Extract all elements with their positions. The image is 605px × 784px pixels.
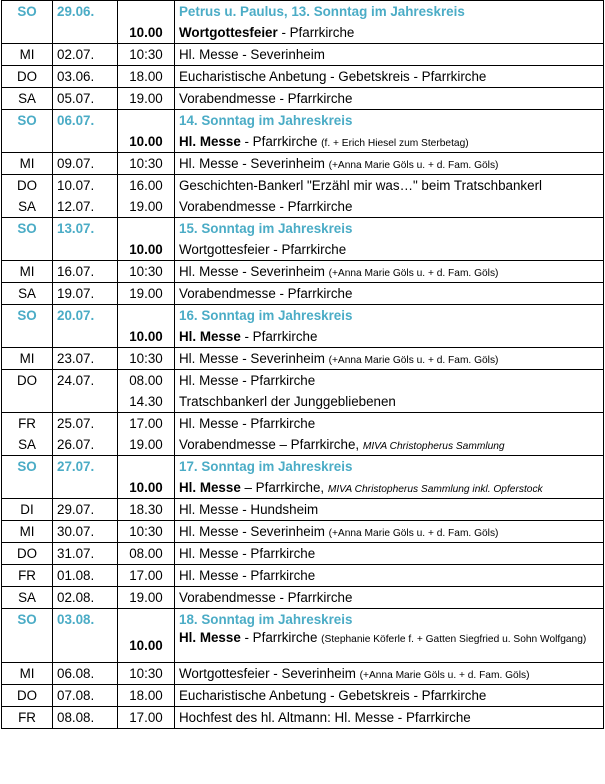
description-cell <box>175 521 604 543</box>
event-text: Hl. Messe - Pfarrkirche <box>179 373 316 388</box>
event-text: Vorabendmesse - Pfarrkirche <box>179 199 353 214</box>
schedule-row <box>2 565 604 587</box>
event-text: (+Anna Marie Göls u. + d. Fam. Göls) <box>359 670 530 681</box>
date-cell <box>53 88 118 110</box>
date-label: 02.08. <box>57 590 95 605</box>
event-description <box>179 685 599 706</box>
date-label: 10.07. <box>57 178 95 193</box>
description-cell <box>175 543 604 565</box>
day-cell <box>2 587 53 609</box>
time-cell <box>118 370 175 413</box>
time-cell <box>118 110 175 153</box>
date-label: 01.08. <box>57 568 95 583</box>
time-label: 10:30 <box>129 666 163 681</box>
event-text: 14. Sonntag im Jahreskreis <box>179 113 353 128</box>
event-description <box>179 413 599 434</box>
description-cell <box>175 153 604 175</box>
time-label: 18.00 <box>129 69 163 84</box>
time-label: 10.00 <box>129 25 163 40</box>
weekday-label: SA <box>18 437 36 452</box>
event-text: (+Anna Marie Göls u. + d. Fam. Göls) <box>328 268 499 279</box>
event-text: Hl. Messe - Severinheim <box>179 47 325 62</box>
date-label: 24.07. <box>57 373 95 388</box>
time-cell <box>118 44 175 66</box>
date-cell <box>53 456 118 499</box>
description-cell <box>175 66 604 88</box>
day-cell <box>2 413 53 456</box>
date-cell <box>53 543 118 565</box>
time-label: 10:30 <box>129 351 163 366</box>
schedule-row <box>2 88 604 110</box>
date-label: 05.07. <box>57 91 95 106</box>
schedule-row <box>2 175 604 218</box>
event-text: Wortgottesfeier - Pfarrkirche <box>179 242 347 257</box>
date-cell <box>53 218 118 261</box>
date-label: 03.06. <box>57 69 95 84</box>
event-text: Hl. Messe - Severinheim <box>179 524 329 539</box>
event-description <box>179 261 599 282</box>
time-cell <box>118 153 175 175</box>
date-cell <box>53 499 118 521</box>
time-label <box>122 456 170 477</box>
date-cell <box>53 175 118 218</box>
event-description <box>179 131 599 152</box>
event-text: (+Anna Marie Göls u. + d. Fam. Göls) <box>328 528 499 539</box>
event-description <box>179 543 599 564</box>
event-text: Eucharistische Anbetung - Gebetskreis - Pfarrkirche <box>179 69 487 84</box>
date-label: 09.07. <box>57 156 95 171</box>
time-cell <box>118 707 175 729</box>
description-cell <box>175 88 604 110</box>
event-text: Hl. Messe - Severinheim <box>179 351 329 366</box>
event-description <box>179 391 599 412</box>
date-label: 27.07. <box>57 459 95 474</box>
event-description <box>179 1 599 22</box>
weekday-label: SO <box>17 459 37 474</box>
event-text: Vorabendmesse - Pfarrkirche <box>179 590 353 605</box>
weekday-label: DO <box>16 688 38 703</box>
description-cell <box>175 587 604 609</box>
event-description <box>179 663 599 684</box>
schedule-row <box>2 707 604 729</box>
weekday-label: SA <box>18 590 36 605</box>
description-cell <box>175 456 604 499</box>
time-label: 10.00 <box>129 134 163 149</box>
time-label <box>122 609 170 630</box>
time-cell <box>118 305 175 348</box>
event-description <box>179 348 599 369</box>
date-label: 06.08. <box>57 666 95 681</box>
event-description <box>179 88 599 109</box>
schedule-row <box>2 370 604 413</box>
day-cell <box>2 609 53 663</box>
event-text: - Pfarrkirche <box>240 630 322 645</box>
day-cell <box>2 305 53 348</box>
event-text: Hl. Messe - Pfarrkirche <box>179 546 316 561</box>
description-cell <box>175 499 604 521</box>
date-label: 12.07. <box>57 199 95 214</box>
event-text: Wortgottesfeier - Severinheim <box>179 666 360 681</box>
day-cell <box>2 66 53 88</box>
description-cell <box>175 44 604 66</box>
schedule-body <box>2 1 604 729</box>
weekday-label: MI <box>19 264 35 279</box>
time-cell <box>118 663 175 685</box>
event-text: Wortgottesfeier <box>179 25 278 40</box>
time-label <box>122 110 170 131</box>
description-cell <box>175 663 604 685</box>
day-cell <box>2 456 53 499</box>
time-label: 10:30 <box>129 47 163 62</box>
event-description <box>179 153 599 174</box>
event-description <box>179 434 599 455</box>
day-cell <box>2 565 53 587</box>
event-text: Vorabendmesse - Pfarrkirche <box>179 286 353 301</box>
event-description <box>179 499 599 520</box>
event-text: Vorabendmesse – Pfarrkirche, <box>179 437 363 452</box>
time-label: 18.30 <box>129 502 163 517</box>
time-label: 10.00 <box>129 242 163 257</box>
time-label: 16.00 <box>129 178 163 193</box>
event-description <box>179 44 599 65</box>
date-cell <box>53 587 118 609</box>
description-cell <box>175 261 604 283</box>
weekday-label: SO <box>17 221 37 236</box>
event-text: Hl. Messe <box>179 480 241 495</box>
day-cell <box>2 370 53 413</box>
date-label: 13.07. <box>57 221 95 236</box>
time-cell <box>118 218 175 261</box>
event-text: Hl. Messe <box>179 134 241 149</box>
schedule-row-sunday <box>2 456 604 499</box>
time-label: 19.00 <box>129 286 163 301</box>
event-text: MIVA Christopherus Sammlung inkl. Opferstock <box>327 484 543 495</box>
event-description <box>179 707 599 728</box>
weekday-label: MI <box>19 524 35 539</box>
schedule-row <box>2 348 604 370</box>
weekday-label: SA <box>18 286 36 301</box>
schedule-row-sunday <box>2 110 604 153</box>
date-label: 07.08. <box>57 688 95 703</box>
time-cell <box>118 587 175 609</box>
time-label: 17.00 <box>129 710 163 725</box>
time-label: 19.00 <box>129 590 163 605</box>
date-label: 30.07. <box>57 524 95 539</box>
schedule-row-sunday <box>2 305 604 348</box>
date-cell <box>53 521 118 543</box>
day-cell <box>2 1 53 44</box>
date-cell <box>53 110 118 153</box>
event-description <box>179 305 599 326</box>
date-cell <box>53 663 118 685</box>
event-description <box>179 196 599 217</box>
event-text: Hl. Messe - Pfarrkirche <box>179 416 316 431</box>
date-label: 29.06. <box>57 4 95 19</box>
event-text: Hl. Messe - Hundsheim <box>179 502 319 517</box>
date-cell <box>53 348 118 370</box>
date-label: 06.07. <box>57 113 95 128</box>
weekday-label: MI <box>19 351 35 366</box>
event-text: - Pfarrkirche <box>240 329 318 344</box>
time-cell <box>118 283 175 305</box>
schedule-row-sunday <box>2 1 604 44</box>
time-label: 19.00 <box>129 199 163 214</box>
time-cell <box>118 565 175 587</box>
description-cell <box>175 413 604 456</box>
schedule-row <box>2 261 604 283</box>
event-text: Hl. Messe <box>179 329 241 344</box>
schedule-row <box>2 521 604 543</box>
day-cell <box>2 110 53 153</box>
day-cell <box>2 44 53 66</box>
date-cell <box>53 305 118 348</box>
date-label: 03.08. <box>57 612 95 627</box>
weekday-label: MI <box>19 156 35 171</box>
time-cell <box>118 348 175 370</box>
time-label: 19.00 <box>129 91 163 106</box>
time-cell <box>118 543 175 565</box>
date-label: 20.07. <box>57 308 95 323</box>
weekday-label: DO <box>16 546 38 561</box>
date-cell <box>53 413 118 456</box>
weekday-label: MI <box>19 666 35 681</box>
event-text: Tratschbankerl der Junggebliebenen <box>179 394 396 409</box>
event-description <box>179 175 599 196</box>
time-label: 10.00 <box>129 329 163 344</box>
schedule-row <box>2 663 604 685</box>
event-description <box>179 477 599 498</box>
time-cell <box>118 499 175 521</box>
event-text: (f. + Erich Hiesel zum Sterbetag) <box>321 138 469 149</box>
date-cell <box>53 153 118 175</box>
weekday-label: DI <box>20 502 34 517</box>
weekday-label: FR <box>18 710 36 725</box>
schedule-row <box>2 543 604 565</box>
schedule-row-sunday <box>2 218 604 261</box>
time-cell <box>118 88 175 110</box>
weekday-label: SO <box>17 4 37 19</box>
time-cell <box>118 1 175 44</box>
date-cell <box>53 707 118 729</box>
time-cell <box>118 456 175 499</box>
time-label <box>122 305 170 326</box>
event-text: 18. Sonntag im Jahreskreis <box>179 612 353 627</box>
date-cell <box>53 283 118 305</box>
weekday-label: SA <box>18 91 36 106</box>
date-cell <box>53 44 118 66</box>
event-description <box>179 218 599 239</box>
weekday-label: SO <box>17 308 37 323</box>
day-cell <box>2 88 53 110</box>
event-text: MIVA Christopherus Sammlung <box>362 441 505 452</box>
description-cell <box>175 685 604 707</box>
weekday-label: MI <box>19 47 35 62</box>
event-description <box>179 110 599 131</box>
time-label: 17.00 <box>129 416 163 431</box>
event-text: (Stephanie Köferle f. + Gatten Siegfried u. Sohn Wolfgang) <box>321 634 587 645</box>
event-text: – Pfarrkirche, <box>240 480 328 495</box>
weekday-label: FR <box>18 416 36 431</box>
event-description <box>179 326 599 347</box>
event-description <box>179 66 599 87</box>
day-cell <box>2 663 53 685</box>
time-label: 10.00 <box>129 480 163 495</box>
event-description <box>179 370 599 391</box>
event-text: 15. Sonntag im Jahreskreis <box>179 221 353 236</box>
description-cell <box>175 110 604 153</box>
date-label: 25.07. <box>57 416 95 431</box>
time-label: 18.00 <box>129 688 163 703</box>
day-cell <box>2 175 53 218</box>
time-label <box>122 1 170 22</box>
event-text: 16. Sonntag im Jahreskreis <box>179 308 353 323</box>
schedule-row <box>2 153 604 175</box>
time-cell <box>118 609 175 663</box>
schedule-row <box>2 66 604 88</box>
schedule-row <box>2 587 604 609</box>
event-description <box>179 22 599 43</box>
time-label: 08.00 <box>129 546 163 561</box>
schedule-row <box>2 413 604 456</box>
date-label: 26.07. <box>57 437 95 452</box>
date-cell <box>53 66 118 88</box>
time-cell <box>118 175 175 218</box>
day-cell <box>2 707 53 729</box>
date-label: 29.07. <box>57 502 95 517</box>
day-cell <box>2 218 53 261</box>
day-cell <box>2 521 53 543</box>
description-cell <box>175 1 604 44</box>
weekday-label: SO <box>17 612 37 627</box>
event-text: - Pfarrkirche <box>240 134 322 149</box>
day-cell <box>2 153 53 175</box>
time-label: 10:30 <box>129 264 163 279</box>
description-cell <box>175 348 604 370</box>
date-label: 08.08. <box>57 710 95 725</box>
event-text: 17. Sonntag im Jahreskreis <box>179 459 353 474</box>
date-cell <box>53 261 118 283</box>
day-cell <box>2 685 53 707</box>
description-cell <box>175 305 604 348</box>
day-cell <box>2 283 53 305</box>
event-text: Eucharistische Anbetung - Gebetskreis - Pfarrkirche <box>179 688 487 703</box>
date-label: 23.07. <box>57 351 95 366</box>
event-text: Geschichten-Bankerl "Erzähl mir was…" beim Tratschbankerl <box>179 178 542 193</box>
description-cell <box>175 609 604 663</box>
event-description <box>179 609 599 630</box>
event-text: Hl. Messe - Severinheim <box>179 264 329 279</box>
schedule-row-sunday <box>2 609 604 663</box>
weekday-label: DO <box>16 373 38 388</box>
weekday-label: SA <box>18 199 36 214</box>
schedule-row <box>2 283 604 305</box>
date-label: 02.07. <box>57 47 95 62</box>
description-cell <box>175 370 604 413</box>
time-cell <box>118 413 175 456</box>
date-cell <box>53 609 118 663</box>
event-text: (+Anna Marie Göls u. + d. Fam. Göls) <box>328 160 499 171</box>
weekday-label: FR <box>18 568 36 583</box>
event-description <box>179 283 599 304</box>
description-cell <box>175 707 604 729</box>
time-label: 08.00 <box>129 373 163 388</box>
event-description <box>179 239 599 260</box>
time-cell <box>118 66 175 88</box>
time-label: 17.00 <box>129 568 163 583</box>
weekday-label: DO <box>16 69 38 84</box>
description-cell <box>175 175 604 218</box>
event-text: Petrus u. Paulus, 13. Sonntag im Jahreskreis <box>179 4 465 19</box>
event-description <box>179 587 599 608</box>
schedule-row <box>2 499 604 521</box>
time-label: 10:30 <box>129 156 163 171</box>
event-description <box>179 456 599 477</box>
event-text: Hl. Messe <box>179 630 241 645</box>
date-label: 19.07. <box>57 286 95 301</box>
time-cell <box>118 685 175 707</box>
day-cell <box>2 543 53 565</box>
time-label <box>122 218 170 239</box>
description-cell <box>175 283 604 305</box>
schedule-row <box>2 44 604 66</box>
time-label: 14.30 <box>129 394 163 409</box>
day-cell <box>2 261 53 283</box>
weekday-label: SO <box>17 113 37 128</box>
time-label: 10.00 <box>129 638 163 653</box>
day-cell <box>2 348 53 370</box>
event-description <box>179 521 599 542</box>
time-cell <box>118 261 175 283</box>
date-cell <box>53 565 118 587</box>
date-cell <box>53 685 118 707</box>
event-text: Vorabendmesse - Pfarrkirche <box>179 91 353 106</box>
time-cell <box>118 521 175 543</box>
weekday-label: DO <box>16 178 38 193</box>
event-description <box>179 565 599 586</box>
schedule-row <box>2 685 604 707</box>
date-cell <box>53 370 118 413</box>
date-label: 31.07. <box>57 546 95 561</box>
event-text: Hl. Messe - Severinheim <box>179 156 329 171</box>
description-cell <box>175 565 604 587</box>
event-text: Hl. Messe - Pfarrkirche <box>179 568 316 583</box>
schedule-table <box>1 0 604 729</box>
time-label: 10:30 <box>129 524 163 539</box>
time-label: 19.00 <box>129 437 163 452</box>
date-cell <box>53 1 118 44</box>
description-cell <box>175 218 604 261</box>
event-text: (+Anna Marie Göls u. + d. Fam. Göls) <box>328 355 499 366</box>
event-description <box>179 630 599 651</box>
event-text: Hochfest des hl. Altmann: Hl. Messe - Pfarrkirche <box>179 710 471 725</box>
event-text: - Pfarrkirche <box>277 25 355 40</box>
date-label: 16.07. <box>57 264 95 279</box>
day-cell <box>2 499 53 521</box>
